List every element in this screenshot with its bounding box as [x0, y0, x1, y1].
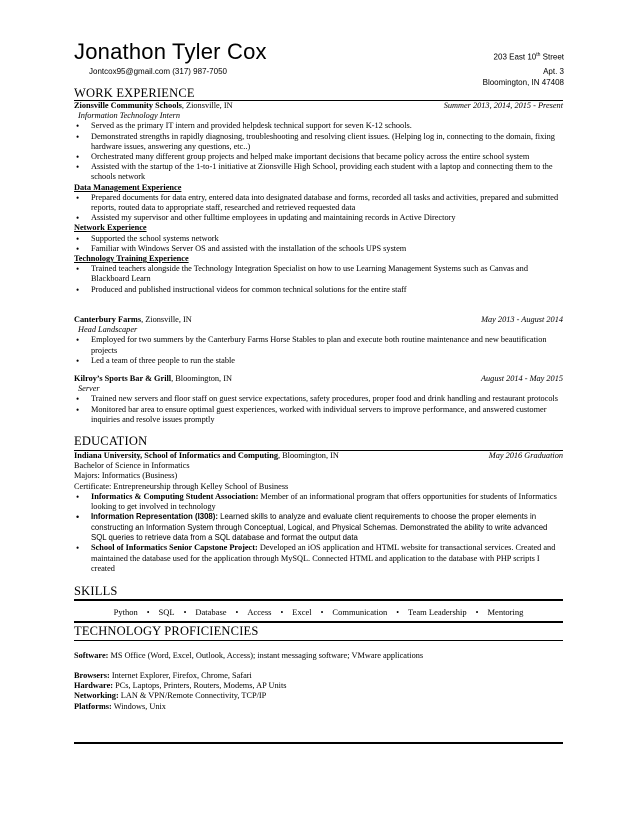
list-item: • Assisted my supervisor and other fulltime employees in updating and maintaining records in Active Directory: [74, 213, 563, 223]
tech-list: [74, 671, 563, 712]
section-title-work: WORK EXPERIENCE: [74, 86, 195, 100]
list-item: • Employed for two summers by the Canterbury Farms Horse Stables to plan and execute both routine maintenance and new beautification projects: [74, 335, 563, 355]
list-item: • Supported the school systems network: [74, 234, 563, 244]
contact-info: Jontcox95@gmail.com (317) 987-7050: [89, 67, 227, 76]
job-role: Information Technology Intern: [78, 111, 181, 121]
list-item: • Familiar with Windows Server OS and assisted with the installation of the schools UPS system: [74, 244, 563, 254]
resume-name: Jonathon Tyler Cox: [74, 39, 267, 64]
list-item: • Served as the primary IT intern and provided helpdesk technical support for seven K-12 schools.: [74, 121, 563, 131]
school-header: Indiana University, School of Informatics and Computing, Bloomington, IN May 2016 Graduation: [74, 451, 563, 460]
skill-item: Team Leadership: [408, 607, 467, 617]
work-zionsville: [74, 101, 563, 295]
job-dates: August 2014 - May 2015: [480, 374, 563, 383]
degree: Bachelor of Science in Informatics: [74, 461, 190, 471]
job-role: Head Landscaper: [78, 325, 138, 335]
job-role: Server: [78, 384, 100, 394]
skill-item: SQL: [158, 607, 175, 617]
list-item: • Demonstrated strengths in rapidly diagnosing, troubleshooting and resolving client issues. (Helping log in, connecting to the domain, fixing hardware issues, answering any questions, etc..): [74, 132, 563, 152]
list-item: • Prepared documents for data entry, entered data into designated database and forms, recorded all tasks and activities, prepared and submitted reports, routed data to appropriate staff, researched and retrieved requested data: [74, 193, 563, 213]
list-item: • Led a team of three people to run the stable: [74, 356, 563, 366]
hardware-line: Hardware: PCs, Laptops, Printers, Routers, Modems, AP Units: [74, 681, 287, 691]
job-header: Canterbury Farms, Zionsville, IN May 2013 - August 2014: [74, 315, 563, 324]
job-dates: Summer 2013, 2014, 2015 - Present: [443, 101, 563, 110]
list-item: • Trained new servers and floor staff on guest service expectations, safety procedures, proper food and drink handling and restaurant protocols: [74, 394, 563, 404]
platforms-line: Platforms: Windows, Unix: [74, 701, 166, 711]
list-item: • Produced and published instructional videos for common technical solutions for the entire staff: [74, 285, 563, 295]
skill-item: Database: [195, 607, 227, 617]
list-item: • Monitored bar area to ensure optimal guest experiences, worked with individual servers to improve performance, and answered customer inquiries and resolve issues promptly: [74, 405, 563, 425]
subsection-title: Data Management Experience: [74, 182, 182, 192]
job-header: Kilroy’s Sports Bar & Grill, Bloomington, IN August 2014 - May 2015: [74, 374, 563, 383]
footer-rule: [74, 742, 563, 744]
list-item: • School of Informatics Senior Capstone Project: Developed an iOS application and HTML website for transactional services. Created and maintained the database used for the application through MySQL. Connected HTML and application to the database with PHP scripts I created: [74, 543, 563, 574]
section-rule: [74, 599, 563, 601]
networking-line: Networking: LAN & VPN/Remote Connectivity, TCP/IP: [74, 691, 267, 701]
list-item: • Assisted with the startup of the 1-to-1 initiative at Zionsville High School, providing each student with a laptop and connecting them to the schools network: [74, 162, 563, 182]
skill-item: Communication: [332, 607, 388, 617]
list-item: • Information Representation (I308): Learned skills to analyze and evaluate client requirements to choose the proper elements in constructing an Information System through Conceptual, Logical, and Physical Schemas. Demonstrated the ability to write advanced SQL queries to retrieve data from a SQL database and format the output data: [74, 512, 563, 543]
subsection-title: Network Experience: [74, 223, 147, 233]
list-item: • Informatics & Computing Student Association: Member of an informational program that offers opportunities for students of Informatics looking to get involved in technology: [74, 492, 563, 512]
skill-item: Access: [247, 607, 272, 617]
section-title-education: EDUCATION: [74, 434, 148, 448]
work-canterbury: [74, 315, 563, 366]
certificate: Certificate: Entrepreneurship through Kelley School of Business: [74, 481, 289, 491]
subsection-title: Technology Training Experience: [74, 254, 189, 264]
education-block: [74, 451, 563, 574]
section-rule: [74, 621, 563, 623]
list-item: • Trained teachers alongside the Technology Integration Specialist on how to use Learning Management Systems such as Canvas and Blackboard Learn: [74, 264, 563, 284]
job-bullets: [74, 121, 563, 182]
software-line: Software: MS Office (Word, Excel, Outlook, Access); instant messaging software; VMware applications: [74, 651, 424, 660]
section-rule: [74, 640, 563, 641]
browsers-line: Browsers: Internet Explorer, Firefox, Chrome, Safari: [74, 671, 252, 680]
work-kilroys: [74, 374, 563, 425]
section-title-tech: TECHNOLOGY PROFICIENCIES: [74, 624, 259, 638]
skills-list: Python • SQL • Database • Access • Excel • Communication • Team Leadership • Mentoring: [113, 607, 524, 617]
list-item: • Orchestrated many different group projects and helped make important decisions that became policy across the entire school system: [74, 152, 563, 162]
skill-item: Mentoring: [487, 607, 524, 617]
job-header: Zionsville Community Schools, Zionsville, IN Summer 2013, 2014, 2015 - Present: [74, 101, 563, 110]
section-title-skills: SKILLS: [74, 584, 118, 598]
skill-item: Excel: [292, 607, 312, 617]
address-line-2: Apt. 3: [543, 67, 564, 76]
job-dates: May 2013 - August 2014: [481, 315, 563, 324]
graduation-date: May 2016 Graduation: [488, 451, 563, 460]
address-line-3: Bloomington, IN 47408: [482, 78, 564, 87]
skill-item: Python: [113, 607, 138, 617]
majors: Majors: Informatics (Business): [74, 471, 178, 481]
address-line-1: 203 East 10th Street: [493, 52, 564, 62]
